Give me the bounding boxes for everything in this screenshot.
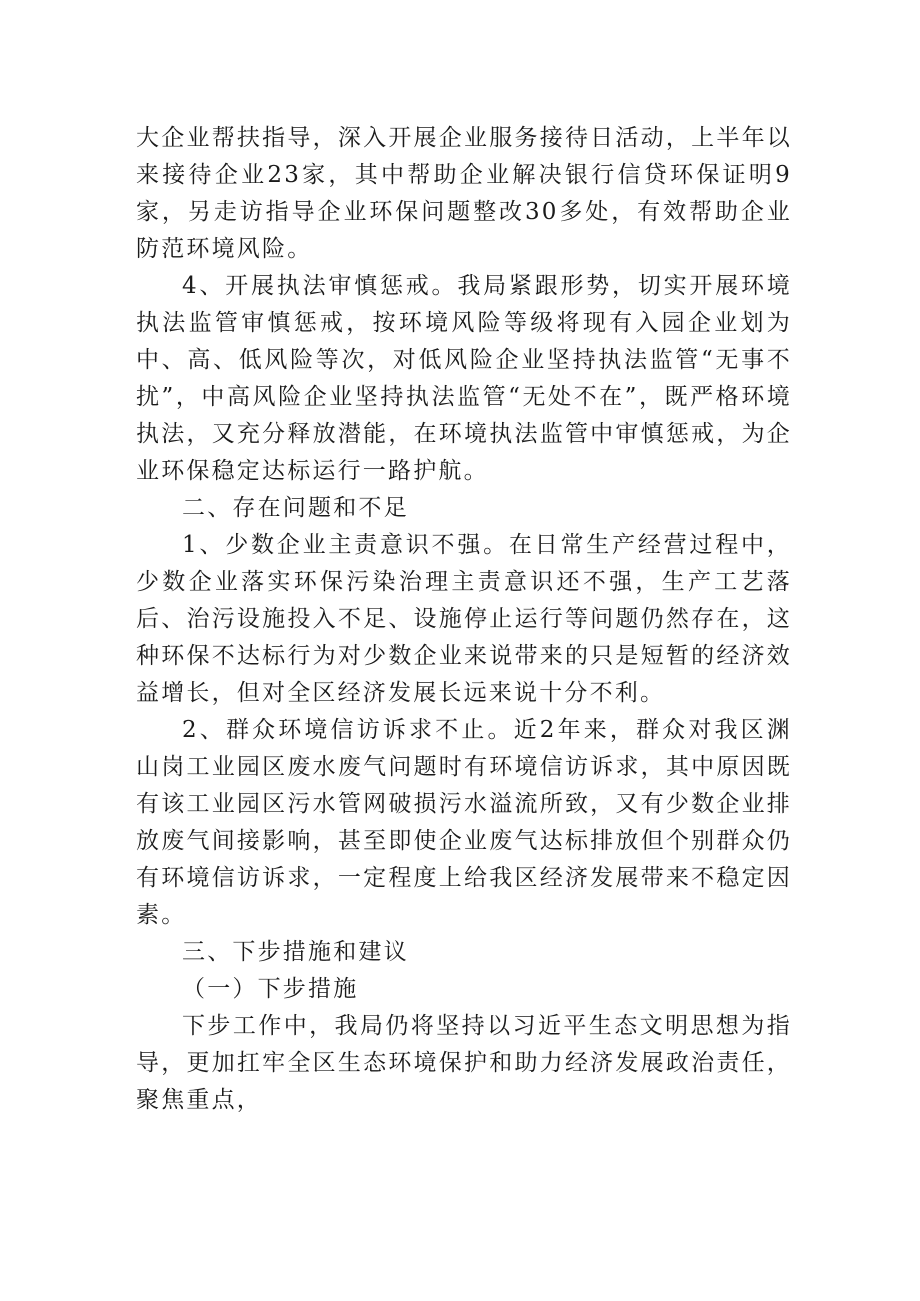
- paragraph-petitions: 2、群众环境信访诉求不止。近2年来，群众对我区渊山岗工业园区废水废气问题时有环境信访诉求，其中原因既有该工业园区污水管网破损污水溢流所致，又有少数企业排放废气间接影响，甚至即使企业废气达标排放但个别群众仍有环境信访诉求，一定程度上给我区经济发展带来不稳定因素。: [136, 717, 792, 928]
- subsection-heading-next-steps: （一）下步措施: [182, 976, 359, 1002]
- paragraph-continuation: 大企业帮扶指导，深入开展企业服务接待日活动，上半年以来接待企业23家，其中帮助企业解决银行信贷环保证明9家，另走访指导企业环保问题整改30多处，有效帮助企业防范环境风险。: [136, 125, 792, 262]
- paragraph-responsibility: 1、少数企业主责意识不强。在日常生产经营过程中，少数企业落实环保污染治理主责意识还不强，生产工艺落后、治污设施投入不足、设施停止运行等问题仍然存在，这种环保不达标行为对少数企业来说带来的只是短暂的经济效益增长，但对全区经济发展长远来说十分不利。: [136, 532, 792, 706]
- paragraph-enforcement: 4、开展执法审慎惩戒。我局紧跟形势，切实开展环境执法监管审慎惩戒，按环境风险等级将现有入园企业划为中、高、低风险等次，对低风险企业坚持执法监管“无事不扰”，中高风险企业坚持执法监管“无处不在”，既严格环境执法，又充分释放潜能，在环境执法监管中审慎惩戒，为企业环保稳定达标运行一路护航。: [136, 273, 792, 484]
- document-body: [136, 120, 792, 1119]
- paragraph-next-work: 下步工作中，我局仍将坚持以习近平生态文明思想为指导，更加扛牢全区生态环境保护和助力经济发展政治责任，聚焦重点，: [136, 1013, 792, 1113]
- section-heading-problems: 二、存在问题和不足: [182, 495, 409, 521]
- section-heading-measures: 三、下步措施和建议: [182, 939, 409, 965]
